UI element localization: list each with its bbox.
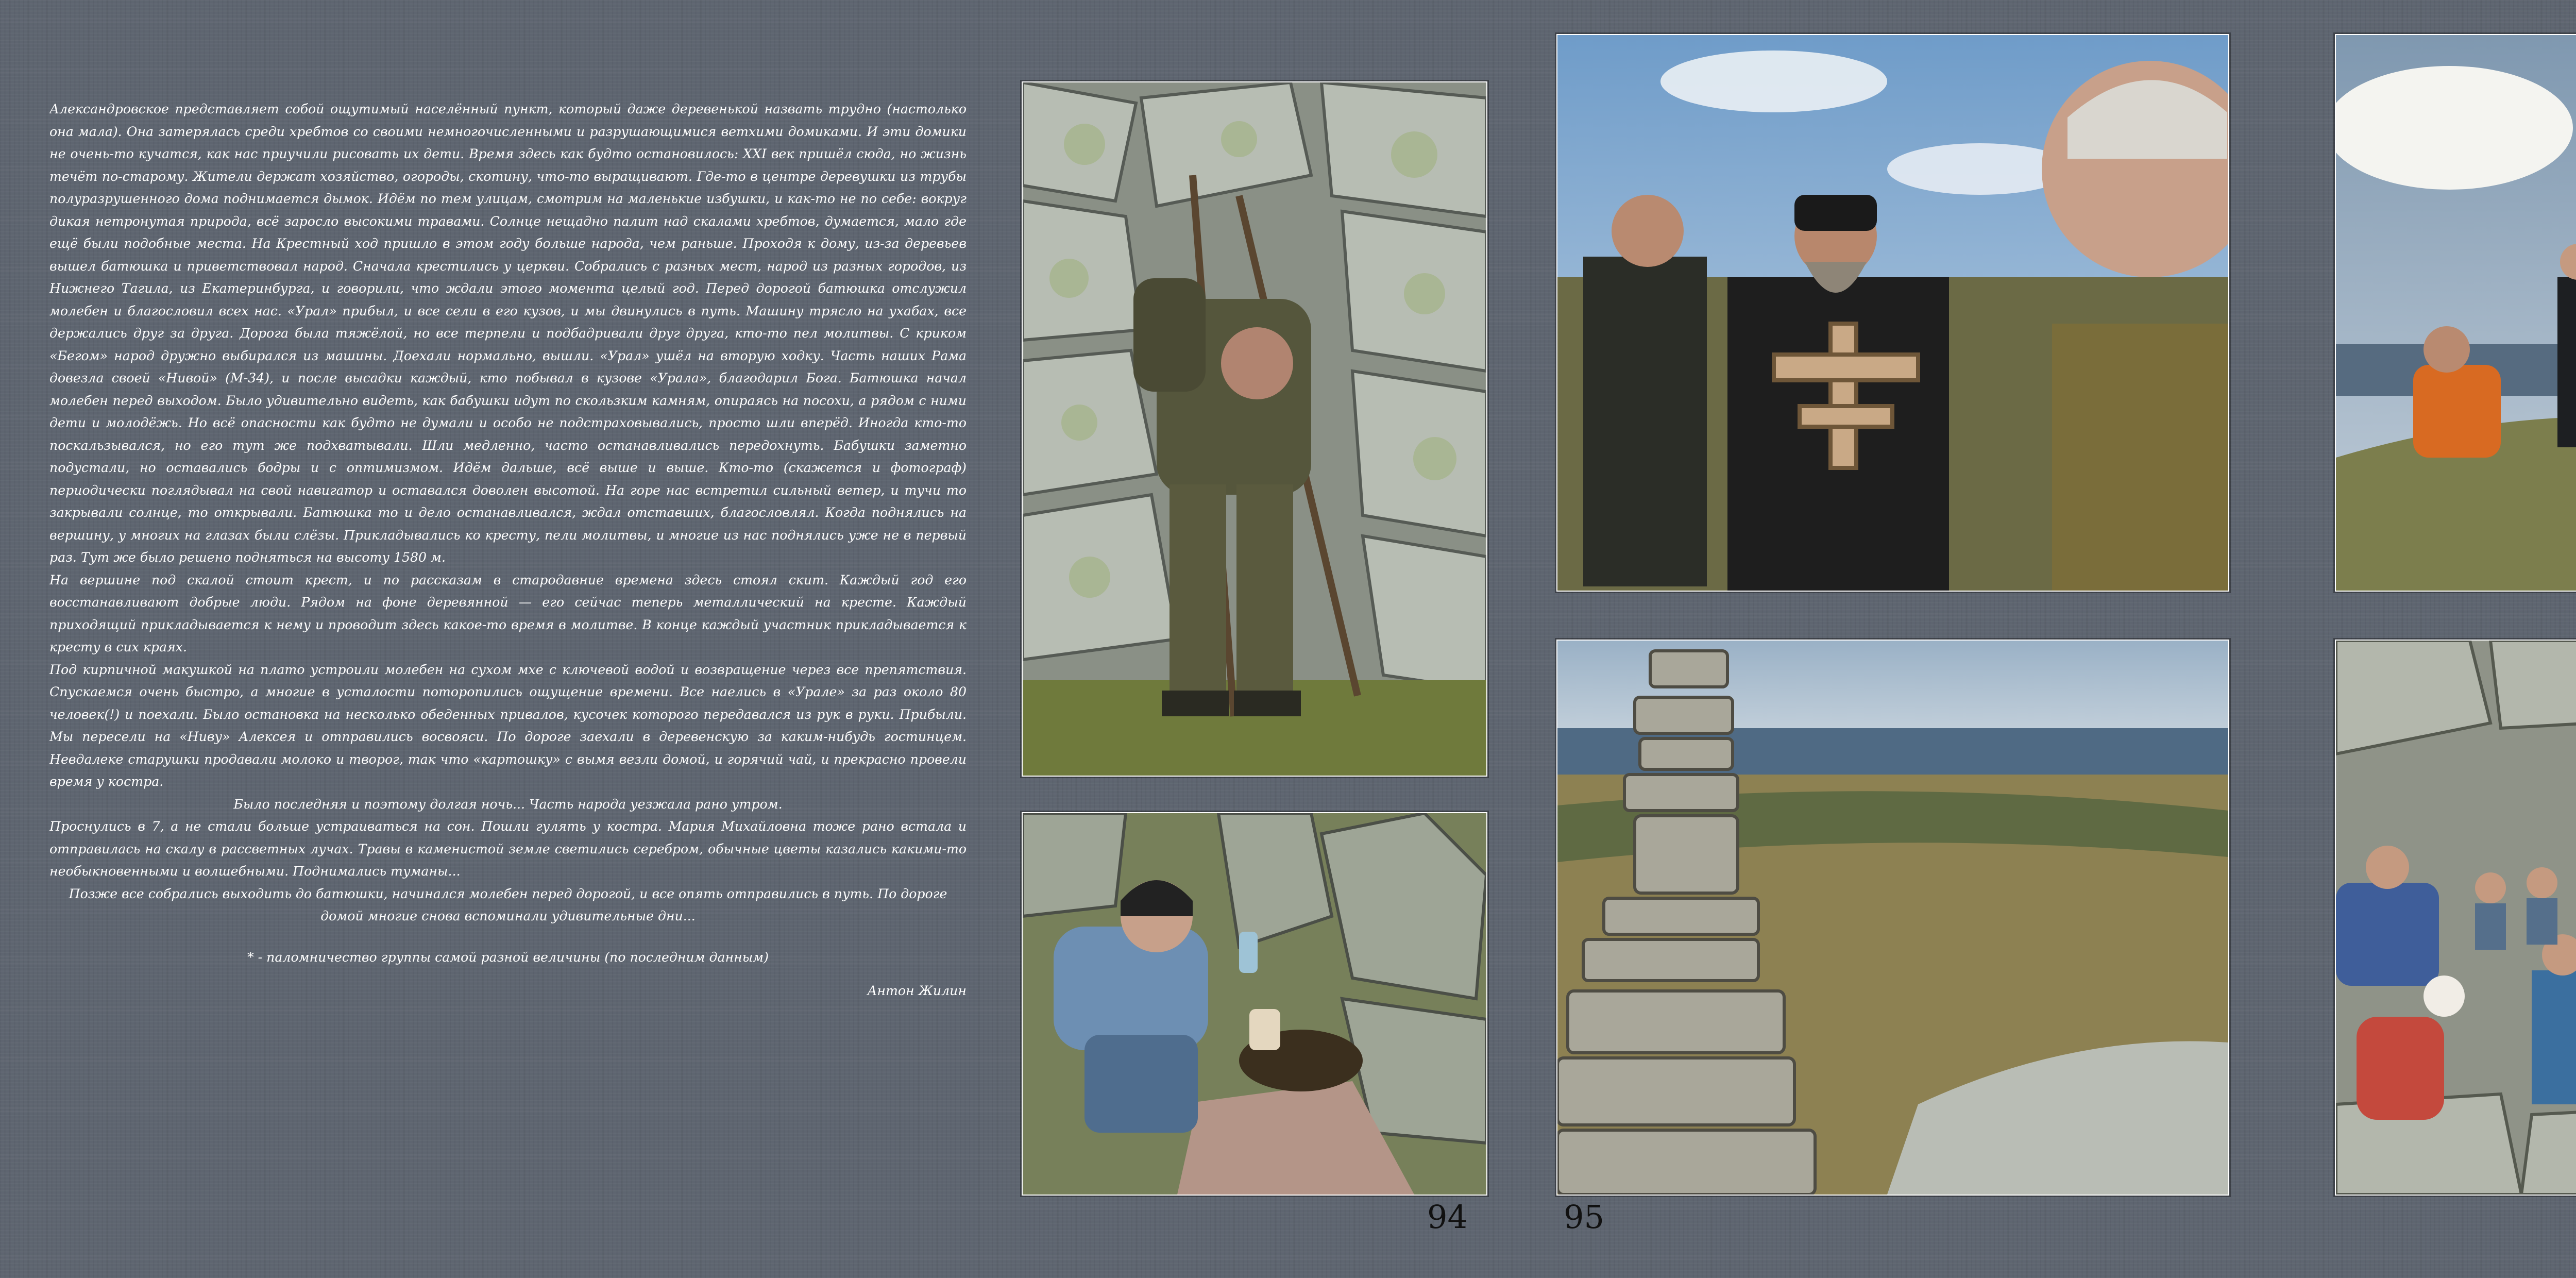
article-paragraph: Было последняя и поэтому долгая ночь... Часть народа уезжала рано утром. xyxy=(233,796,783,812)
photo-pilgrim-climbing-rocks-image xyxy=(1023,82,1486,776)
page-number-right: 95 xyxy=(1564,1198,1604,1236)
article-paragraph: Проснулись в 7, а не стали больше устраиваться на сон. Пошли гулять у костра. Мария Михайловна тоже рано встала и отправилась на скалу в рассветных лучах. Травы в каменистой земле светились серебром, обычные цветы казались какими-то необыкновенными и волшебными. Поднимались туманы... xyxy=(49,819,967,879)
photo-group-portrait xyxy=(2336,641,2576,1195)
photo-man-drawing-water-image xyxy=(1023,813,1486,1195)
photo-pilgrims-hilltop-image xyxy=(2336,35,2576,591)
photo-priest-with-cross xyxy=(1557,35,2228,591)
article-paragraph: На вершине под скалой стоит крест, и по рассказам в стародавние времена здесь стоял скит. Каждый год его восстанавливают добрые люди. Рядом на фоне деревянной — его сейчас теперь металлический на кресте. Каждый приходящий прикладывается к нему и проводит здесь какое-то время в молитве. В конце каждый участник прикладывается к кресту в сих краях. xyxy=(49,572,967,654)
article-text xyxy=(49,98,967,1206)
photo-priest-with-cross-image xyxy=(1557,35,2228,591)
article-paragraph: Под кирпичной макушкой на плато устроили молебен на сухом мхе с ключевой водой и возвращение через все препятствия. Спускаемся очень быстро, а многие в усталости поторопились ощущение времени. Все наелись в «Урале» за раз около 80 человек(!) и поехали. Было остановка на несколько обеденных привалов, кусочек которого передавался из рук в руки. Прибыли. Мы пересели на «Ниву» Алексея и отправились восвояси. По дороге заехали в деревенскую за каким-нибудь гостинцем. Невдалеке старушки продавали молоко и творог, так что «картошку» с вымя везли домой, и горячий чай, и прекрасно провели время у костра. xyxy=(49,662,967,789)
photo-group-portrait-image xyxy=(2336,641,2576,1195)
article-paragraph: Позже все собрались выходить до батюшки, начинался молебен перед дорогой, и все опять отправились в путь. По дороге домой многие снова вспоминали удивительные дни... xyxy=(69,886,947,923)
article-paragraph: Александровское представляет собой ощутимый населённый пункт, который даже деревенькой назвать трудно (настолько она мала). Она затерялась среди хребтов со своими немногочисленными и разрушающимися ветхими домиками. И эти домики не очень-то кучатся, как нас приучили рисовать их дети. Время здесь как будто остановилось: XXI век пришёл сюда, но жизнь течёт по-старому. Жители держат хозяйство, огороды, скотину, что-то выращивают. Где-то в центре деревушки из трубы полуразрушенного дома поднимается дымок. Идём по тем улицам, смотрим на маленькие избушки, и как-то не по себе: вокруг дикая нетронутая природа, всё заросло высокими травами. Солнце нещадно палит над скалами хребтов, думается, мало где ещё были подобные места. На Крестный ход пришло в этом году больше народа, чем раньше. Проходя к дому, из-за деревьев вышел батюшка и приветствовал народ. Сначала крестились у церкви. Собрались с разных мест, народ из разных городов, из Нижнего Тагила, из Екатеринбурга, и говорили, что ждали этого момента целый год. Перед дорогой батюшка отслужил молебен и благословил всех нас. «Урал» прибыл, и все сели в его кузов, и мы двинулись в путь. Машину трясло на ухабах, все держались друг за друга. Дорога была тяжёлой, но все терпели и подбадривали друг друга, кто-то пел молитвы. С криком «Бегом» народ дружно выбирался из машины. Доехали нормально, вышли. «Урал» ушёл на вторую ходку. Часть наших Рама довезла своей «Нивой» (М-34), и после высадки каждый, кто побывал в кузове «Урала», благодарил Бога. Батюшка начал молебен перед выходом. Было удивительно видеть, как бабушки идут по скользким камням, опираясь на посохи, а рядом с ними дети и молодёжь. Но всё опасности как будто не думали и особо не подстраховывались, просто шли вперёд. Иногда кто-то поскальзывался, но его тут же подхватывали. Шли медленно, часто останавливались передохнуть. Бабушки заметно подустали, но оставались бодры и с оптимизмом. Идём дальше, всё выше и выше. Кто-то (скажется и фотограф) периодически поглядывал на свой навигатор и оставался доволен высотой. На горе нас встретил сильный ветер, и тучи то закрывали солнце, то открывали. Батюшка то и дело останавливался, ждал отставших, благословлял. Когда поднялись на вершину, у многих на глазах были слёзы. Прикладывались ко кресту, пели молитвы, и многие из нас поднялись уже не в первый раз. Тут же было решено подняться на высоту 1580 м. xyxy=(49,102,967,565)
page-number-left: 94 xyxy=(1427,1198,1468,1236)
photo-stone-cairn-image xyxy=(1557,641,2228,1195)
article-footnote: * - паломничество группы самой разной величины (по последним данным) xyxy=(247,949,769,965)
photo-man-drawing-water xyxy=(1023,813,1486,1195)
photo-pilgrim-climbing-rocks xyxy=(1023,82,1486,776)
photo-pilgrims-hilltop xyxy=(2336,35,2576,591)
photo-stone-cairn xyxy=(1557,641,2228,1195)
article-author: Антон Жилин xyxy=(867,983,967,998)
